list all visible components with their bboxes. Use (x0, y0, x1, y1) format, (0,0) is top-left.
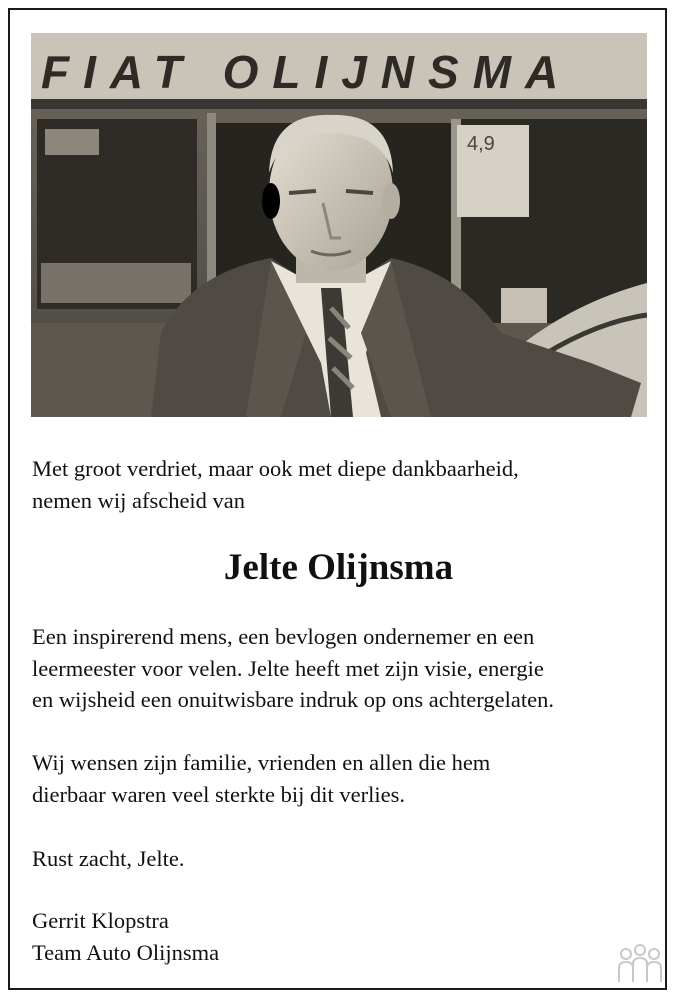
signature (32, 905, 652, 968)
signature-company: Team Auto Olijnsma (32, 939, 220, 965)
tribute-line-2: leermeester voor velen. Jelte heeft met zijn visie, energie (32, 655, 544, 681)
tribute-paragraph (32, 621, 652, 716)
signature-name: Gerrit Klopstra (32, 908, 169, 933)
condolence-paragraph (32, 747, 652, 810)
intro-text (32, 453, 652, 516)
tribute-line-1: Een inspirerend mens, een bevlogen ondernemer en een (32, 624, 535, 649)
portrait-photo (31, 33, 647, 417)
shop-sign-text: FIAT OLIJNSMA (41, 46, 573, 98)
price-tag-text: 4,9 (467, 133, 495, 155)
deceased-name: Jelte Olijnsma (223, 547, 454, 588)
condolence-line-1: Wij wensen zijn familie, vrienden en allen die hem (32, 750, 491, 775)
intro-line-2: nemen wij afscheid van (32, 487, 246, 513)
tribute-line-3: en wijsheid een onuitwisbare indruk op ons achtergelaten. (32, 687, 554, 712)
intro-line-1: Met groot verdriet, maar ook met diepe dankbaarheid, (32, 456, 519, 481)
family-logo-icon (616, 942, 664, 986)
condolence-line-2: dierbaar waren veel sterkte bij dit verlies. (32, 781, 405, 807)
closing-text: Rust zacht, Jelte. (32, 846, 185, 871)
